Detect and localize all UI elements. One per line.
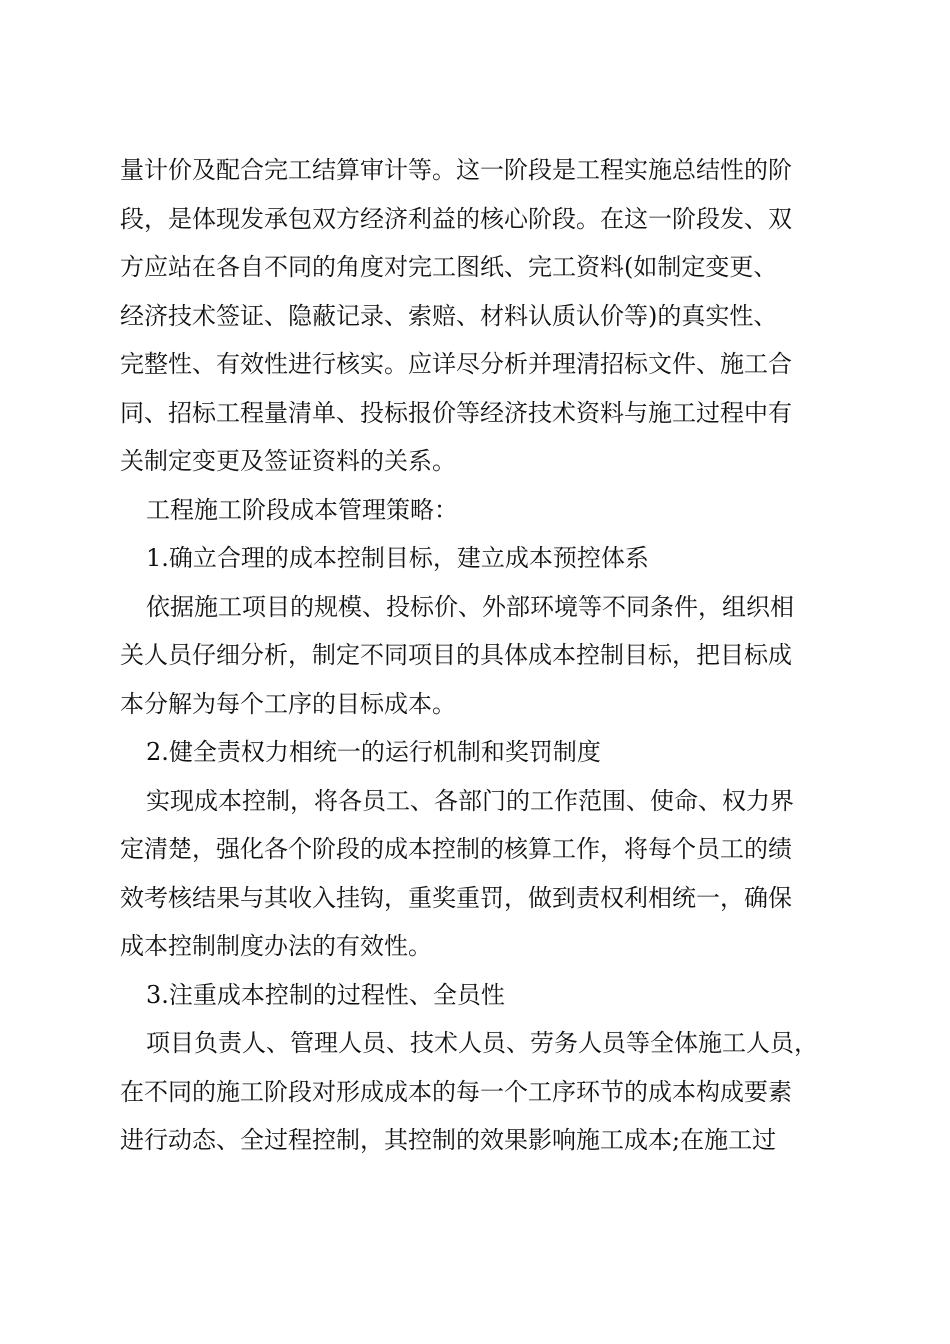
item-line: 在不同的施工阶段对形成成本的每一个工序环节的成本构成要素 bbox=[120, 1077, 792, 1106]
document-body bbox=[120, 146, 836, 1165]
item-heading: 1.确立合理的成本控制目标，建立成本预控体系 bbox=[146, 544, 649, 572]
paragraph-line: 完整性、有效性进行核实。应详尽分析并理清招标文件、施工合 bbox=[120, 350, 792, 378]
item-line: 本分解为每个工序的目标成本。 bbox=[120, 689, 456, 718]
strategy-item-3 bbox=[120, 971, 836, 1165]
paragraph-line: 关制定变更及签证资料的关系。 bbox=[120, 447, 456, 475]
item-line: 项目负责人、管理人员、技术人员、劳务人员等全体施工人员， bbox=[146, 1029, 818, 1057]
item-line: 成本控制制度办法的有效性。 bbox=[120, 932, 432, 960]
paragraph-line: 量计价及配合完工结算审计等。这一阶段是工程实施总结性的阶 bbox=[120, 156, 792, 184]
item-line: 效考核结果与其收入挂钩，重奖重罚，做到责权利相统一，确保 bbox=[120, 883, 792, 912]
paragraph-line: 同、招标工程量清单、投标报价等经济技术资料与施工过程中有 bbox=[120, 398, 792, 427]
section-heading: 工程施工阶段成本管理策略： bbox=[146, 495, 458, 524]
strategy-item-2 bbox=[120, 728, 836, 971]
item-heading: 2.健全责权力相统一的运行机制和奖罚制度 bbox=[146, 738, 601, 766]
strategy-item-1 bbox=[120, 534, 836, 728]
item-line: 定清楚，强化各个阶段的成本控制的核算工作，将每个员工的绩 bbox=[120, 835, 792, 863]
item-line: 关人员仔细分析，制定不同项目的具体成本控制目标，把目标成 bbox=[120, 641, 792, 669]
paragraph-line: 段，是体现发承包双方经济利益的核心阶段。在这一阶段发、双 bbox=[120, 204, 792, 233]
item-line: 进行动态、全过程控制，其控制的效果影响施工成本;在施工过 bbox=[120, 1126, 777, 1154]
paragraph-line: 方应站在各自不同的角度对完工图纸、完工资料(如制定变更、 bbox=[120, 253, 778, 281]
paragraph-cost-settlement bbox=[120, 146, 836, 486]
item-line: 实现成本控制，将各员工、各部门的工作范围、使命、权力界 bbox=[146, 786, 794, 815]
item-line: 依据施工项目的规模、投标价、外部环境等不同条件，组织相 bbox=[146, 592, 794, 621]
paragraph-line: 经济技术签证、隐蔽记录、索赔、材料认质认价等)的真实性、 bbox=[120, 301, 778, 330]
item-heading: 3.注重成本控制的过程性、全员性 bbox=[146, 980, 505, 1009]
